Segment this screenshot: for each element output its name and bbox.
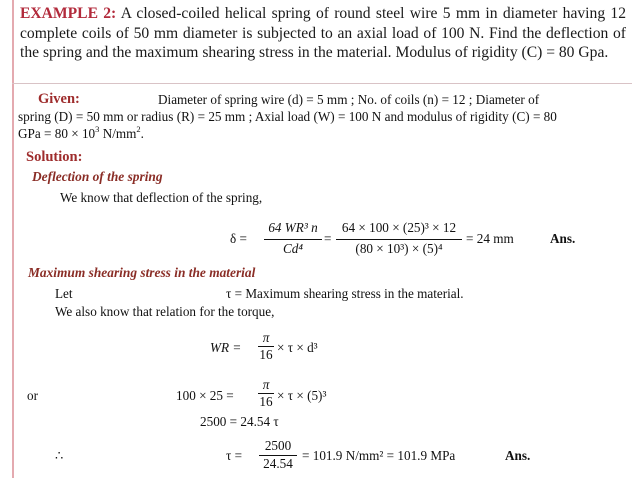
given-line-3-exp: 3 xyxy=(95,124,100,134)
torque-eq-fraction-den: 16 xyxy=(259,347,273,362)
or-word: or xyxy=(27,388,38,403)
deflection-answer-label: Ans. xyxy=(550,231,576,246)
deflection-fraction-2-bar xyxy=(336,239,462,240)
deflection-result: = 24 mm xyxy=(466,231,514,246)
given-line-3-end: . xyxy=(140,126,144,141)
given-line-1: Diameter of spring wire (d) = 5 mm ; No. of coils (n) = 12 ; Diameter of xyxy=(158,92,540,107)
shear-final-lhs: τ = xyxy=(226,448,243,463)
torque-eq-fraction xyxy=(258,330,274,366)
shear-final-fraction-num: 2500 xyxy=(264,438,292,453)
given-line-3-prefix: GPa = 80 × 10 xyxy=(18,126,96,141)
shear-final-result: = 101.9 N/mm² = 101.9 MPa xyxy=(302,448,456,463)
deflection-fraction-2 xyxy=(336,220,462,260)
deflection-fraction-1 xyxy=(264,220,322,260)
example-statement xyxy=(20,4,626,63)
torque-sub-fraction xyxy=(258,377,274,413)
deflection-fraction-1-bar xyxy=(264,239,322,240)
torque-sub-fraction-num: π xyxy=(262,377,270,392)
deflection-fraction-1-den: Cd⁴ xyxy=(283,241,303,256)
shear-answer-label: Ans. xyxy=(505,448,531,463)
given-line-3 xyxy=(18,126,144,142)
torque-simplified: 2500 = 24.54 τ xyxy=(200,414,279,429)
given-label: Given: xyxy=(38,91,80,107)
page-left-rule xyxy=(12,0,14,478)
given-line-2: spring (D) = 50 mm or radius (R) = 25 mm ; Axial load (W) = 100 N and modulus of rigidity (C) = 80 xyxy=(18,109,557,124)
shear-torque-intro: We also know that relation for the torque, xyxy=(55,304,275,319)
torque-sub-lhs: 100 × 25 = xyxy=(176,388,234,403)
solution-label: Solution: xyxy=(26,149,83,165)
given-line-3-unit: N/mm xyxy=(99,126,137,141)
header-divider xyxy=(12,83,632,84)
torque-sub-fraction-den: 16 xyxy=(259,394,273,409)
shear-let-word: Let xyxy=(55,286,73,301)
deflection-fraction-2-num: 64 × 100 × (25)³ × 12 xyxy=(341,220,457,235)
torque-eq-fraction-num: π xyxy=(262,330,270,345)
deflection-lhs: δ = xyxy=(230,231,247,246)
shear-let-definition: τ = Maximum shearing stress in the material. xyxy=(226,286,464,301)
torque-eq-rest: × τ × d³ xyxy=(277,340,318,355)
given-line-3-unit-exp: 2 xyxy=(136,124,141,134)
deflection-equals: = xyxy=(324,231,332,246)
deflection-heading: Deflection of the spring xyxy=(32,169,163,184)
therefore-symbol: ∴ xyxy=(55,448,64,463)
shear-heading: Maximum shearing stress in the material xyxy=(28,265,256,280)
shear-final-fraction xyxy=(259,438,297,474)
example-text: A closed-coiled helical spring of round steel wire 5 mm in diameter having 12 complete coils of 50 mm diameter is subjected to an axial load of 100 N. Find the deflection of the spring and the maximum shearing stress in the material. Modulus of rigidity (C) = 80 Gpa. xyxy=(20,5,626,61)
shear-final-fraction-den: 24.54 xyxy=(263,456,293,471)
deflection-fraction-1-num: 64 WR³ n xyxy=(268,220,318,235)
example-label: EXAMPLE 2: xyxy=(20,5,117,22)
torque-eq-lhs: WR = xyxy=(210,340,242,355)
deflection-fraction-2-den: (80 × 10³) × (5)⁴ xyxy=(355,241,443,256)
deflection-intro: We know that deflection of the spring, xyxy=(60,190,263,205)
torque-sub-rest: × τ × (5)³ xyxy=(277,388,327,403)
